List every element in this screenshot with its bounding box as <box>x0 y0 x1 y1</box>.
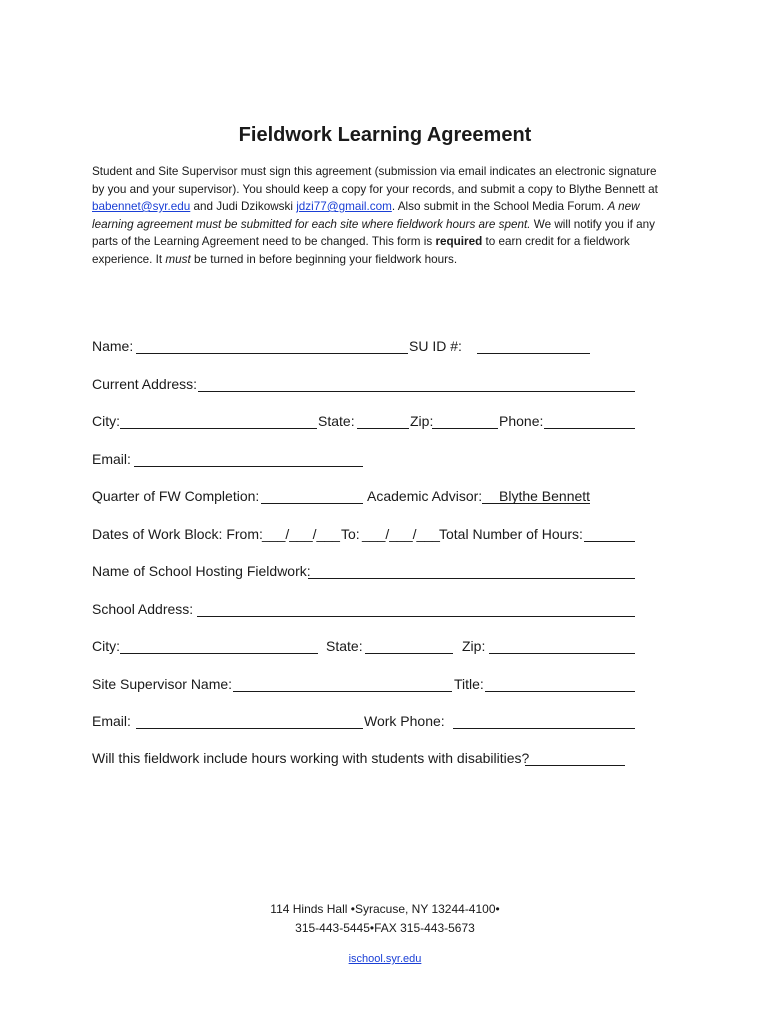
state-field[interactable] <box>357 428 409 429</box>
supervisor-label: Site Supervisor Name: <box>92 676 233 692</box>
name-field[interactable] <box>136 353 408 354</box>
email-field[interactable] <box>134 466 363 467</box>
intro-text-2: and Judi Dzikowski <box>190 200 297 213</box>
intro-must: must <box>165 252 191 266</box>
email2-field[interactable] <box>136 728 363 729</box>
email-link-babennet[interactable]: babennet@syr.edu <box>92 200 191 213</box>
intro-paragraph <box>92 163 672 268</box>
dates-label: Dates of Work Block: From: <box>92 526 263 542</box>
disabilities-field[interactable] <box>525 765 625 766</box>
footer-website-container <box>0 951 770 965</box>
email-link-jdzi77[interactable]: jdzi77@gmail.com <box>296 200 392 213</box>
intro-text-6: be turned in before beginning your fieldwork hours. <box>190 252 458 266</box>
name-label: Name: <box>92 338 134 354</box>
quarter-label: Quarter of FW Completion: <box>92 488 260 504</box>
zip-label: Zip: <box>410 413 434 429</box>
work-phone-field[interactable] <box>453 728 635 729</box>
disabilities-label: Will this fieldwork include hours working with students with disabilities? <box>92 750 530 766</box>
quarter-field[interactable] <box>261 503 363 504</box>
title-label: Title: <box>454 676 484 692</box>
suid-field[interactable] <box>477 353 590 354</box>
zip2-field[interactable] <box>489 653 635 654</box>
total-hours-label: Total Number of Hours: <box>439 526 583 542</box>
footer-website-link[interactable]: ischool.syr.edu <box>348 953 422 965</box>
school-hosting-field[interactable] <box>308 578 635 579</box>
current-address-field[interactable] <box>198 391 635 392</box>
city2-field[interactable] <box>120 653 318 654</box>
to-date-field[interactable]: ___/___/___ <box>362 526 440 542</box>
footer-phone: 315-443-5445•FAX 315-443-5673 <box>295 921 475 935</box>
phone-field[interactable] <box>544 428 635 429</box>
school-address-field[interactable] <box>197 616 635 617</box>
email-label: Email: <box>92 451 131 467</box>
city2-label: City: <box>92 638 120 654</box>
city-field[interactable] <box>120 428 317 429</box>
total-hours-field[interactable] <box>584 541 635 542</box>
state2-field[interactable] <box>365 653 453 654</box>
email2-label: Email: <box>92 713 131 729</box>
supervisor-field[interactable] <box>233 691 452 692</box>
intro-italic-note: A new learning agreement must be submitted for each site where fieldwork hours are spent. <box>92 200 640 231</box>
work-phone-label: Work Phone: <box>364 713 445 729</box>
intro-text-1: Student and Site Supervisor must sign this agreement (submission via email indicates an electronic signature by you and your supervisor). You should keep a copy for your records, and submit a copy to Blythe Bennett at <box>92 165 658 196</box>
phone-label: Phone: <box>499 413 544 429</box>
from-date-field[interactable]: ___/___/___ <box>262 526 340 542</box>
intro-text-5: to earn credit for a fieldwork experience. It <box>92 235 630 266</box>
suid-label: SU ID #: <box>409 338 462 354</box>
city-label: City: <box>92 413 120 429</box>
state-label: State: <box>318 413 355 429</box>
advisor-value: Blythe Bennett <box>499 488 591 504</box>
current-address-label: Current Address: <box>92 376 198 392</box>
intro-text-4: We will notify you if any parts of the Learning Agreement need to be changed. This form is <box>92 217 656 248</box>
to-label: To: <box>341 526 360 542</box>
intro-required: required <box>435 235 483 248</box>
advisor-label: Academic Advisor: <box>367 488 483 504</box>
title-field[interactable] <box>485 691 635 692</box>
state2-label: State: <box>326 638 363 654</box>
intro-text-3: . Also submit in the School Media Forum. <box>391 200 608 213</box>
zip2-label: Zip: <box>462 638 486 654</box>
document-title: Fieldwork Learning Agreement <box>238 124 532 146</box>
school-address-label: School Address: <box>92 601 194 617</box>
footer-address: 114 Hinds Hall •Syracuse, NY 13244-4100• <box>270 902 500 916</box>
school-hosting-label: Name of School Hosting Fieldwork: <box>92 563 311 579</box>
zip-field[interactable] <box>432 428 498 429</box>
